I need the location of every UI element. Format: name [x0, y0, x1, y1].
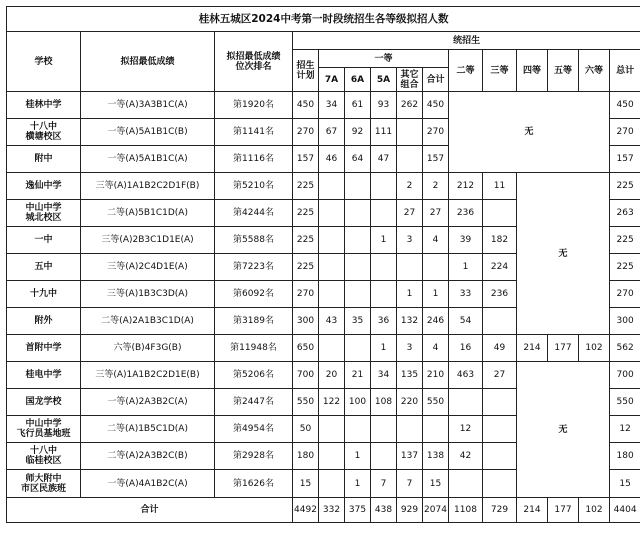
- first-other-cell: 2: [397, 173, 423, 200]
- row-total-cell: 225: [610, 227, 640, 254]
- none-block-1: 无: [449, 92, 610, 173]
- school-name-line: 一中: [34, 235, 53, 245]
- third-cell: 27: [483, 362, 517, 389]
- school-name-line: 十九中: [29, 289, 57, 299]
- third-cell: 224: [483, 254, 517, 281]
- third-cell: 11: [483, 173, 517, 200]
- min-grade-cell: 一等(A)5A1B1C(A): [81, 146, 215, 173]
- plan-cell: 225: [293, 254, 319, 281]
- school-name-line: 五中: [34, 262, 53, 272]
- first-5a-cell: 93: [371, 92, 397, 119]
- plan-cell: 650: [293, 335, 319, 362]
- second-cell: 1: [449, 254, 483, 281]
- first-7a-cell: [319, 227, 345, 254]
- first-5a-cell: 111: [371, 119, 397, 146]
- school-name-line: 中山中学: [25, 419, 62, 429]
- header-first: 一等: [319, 50, 449, 68]
- school-name: [7, 470, 81, 498]
- header-rank-line1: 拟招最低成绩: [226, 51, 281, 62]
- min-grade-cell: 二等(A)2A1B3C1D(A): [81, 308, 215, 335]
- min-grade-cell: 三等(A)2C4D1E(A): [81, 254, 215, 281]
- first-other-cell: 27: [397, 200, 423, 227]
- first-7a-cell: [319, 254, 345, 281]
- totals-a7-cell: 332: [319, 498, 345, 523]
- school-name: [7, 119, 81, 146]
- totals-sub-cell: 2074: [423, 498, 449, 523]
- totals-total-cell: 4404: [610, 498, 640, 523]
- second-cell: [449, 470, 483, 498]
- min-grade-cell: 二等(A)1B5C1D(A): [81, 416, 215, 443]
- school-name: [7, 281, 81, 308]
- plan-cell: 50: [293, 416, 319, 443]
- header-rank-line2: 位次排名: [235, 61, 272, 72]
- first-other-cell: 132: [397, 308, 423, 335]
- school-name-line: 飞行员基地班: [16, 429, 71, 439]
- first-5a-cell: [371, 200, 397, 227]
- school-name-line: 附外: [34, 316, 53, 326]
- school-name-line: 桂林中学: [25, 100, 62, 110]
- row-total-cell: 263: [610, 200, 640, 227]
- first-6a-cell: [345, 173, 371, 200]
- row-total-cell: 15: [610, 470, 640, 498]
- first-7a-cell: [319, 200, 345, 227]
- header-min-grade: 拟招最低成绩: [81, 32, 215, 92]
- totals-a6-cell: 375: [345, 498, 371, 523]
- school-name-line: 十八中: [29, 122, 57, 132]
- min-grade-cell: 三等(A)1A1B2C2D1F(B): [81, 173, 215, 200]
- totals-label: 合计: [7, 498, 293, 523]
- row-total-cell: 180: [610, 443, 640, 470]
- rank-cell: 第1920名: [215, 92, 293, 119]
- school-name-line: 市区民族班: [20, 483, 66, 494]
- min-grade-cell: 一等(A)3A3B1C(A): [81, 92, 215, 119]
- header-other: [397, 68, 423, 92]
- none-block-3: 无: [517, 362, 610, 498]
- totals-fourth-cell: 214: [517, 498, 548, 523]
- second-cell: 12: [449, 416, 483, 443]
- first-7a-cell: 34: [319, 92, 345, 119]
- second-cell: 39: [449, 227, 483, 254]
- first-other-cell: [397, 146, 423, 173]
- table-title: 桂林五城区2024中考第一时段统招生各等级拟招人数: [7, 7, 640, 32]
- header-second: 二等: [449, 50, 483, 92]
- row-total-cell: 450: [610, 92, 640, 119]
- rank-cell: 第1141名: [215, 119, 293, 146]
- first-7a-cell: [319, 335, 345, 362]
- third-cell: [483, 443, 517, 470]
- plan-cell: 157: [293, 146, 319, 173]
- plan-cell: 270: [293, 281, 319, 308]
- header-5a: 5A: [371, 68, 397, 92]
- plan-cell: 180: [293, 443, 319, 470]
- rank-cell: 第5206名: [215, 362, 293, 389]
- third-cell: 182: [483, 227, 517, 254]
- second-cell: 33: [449, 281, 483, 308]
- first-subtotal-cell: [423, 416, 449, 443]
- min-grade-cell: 二等(A)5B1C1D(A): [81, 200, 215, 227]
- min-grade-cell: 一等(A)4A1B2C(A): [81, 470, 215, 498]
- school-name-line: 中山中学: [25, 203, 62, 213]
- first-5a-cell: 36: [371, 308, 397, 335]
- first-subtotal-cell: 270: [423, 119, 449, 146]
- first-subtotal-cell: 157: [423, 146, 449, 173]
- row-total-cell: 300: [610, 308, 640, 335]
- totals-second-cell: 1108: [449, 498, 483, 523]
- rank-cell: 第7223名: [215, 254, 293, 281]
- third-cell: [483, 470, 517, 498]
- first-subtotal-cell: 138: [423, 443, 449, 470]
- first-subtotal-cell: 27: [423, 200, 449, 227]
- first-7a-cell: 46: [319, 146, 345, 173]
- header-total: 总计: [610, 50, 640, 92]
- first-7a-cell: [319, 416, 345, 443]
- first-7a-cell: 67: [319, 119, 345, 146]
- first-7a-cell: 43: [319, 308, 345, 335]
- first-6a-cell: 64: [345, 146, 371, 173]
- header-rank: [215, 32, 293, 92]
- rank-cell: 第5210名: [215, 173, 293, 200]
- first-5a-cell: 47: [371, 146, 397, 173]
- plan-cell: 225: [293, 227, 319, 254]
- school-name-line: 临桂校区: [25, 456, 62, 466]
- school-name: [7, 173, 81, 200]
- second-cell: 42: [449, 443, 483, 470]
- sixth-cell: 102: [579, 335, 610, 362]
- school-name-line: 横塘校区: [25, 132, 62, 142]
- plan-cell: 550: [293, 389, 319, 416]
- header-fourth: 四等: [517, 50, 548, 92]
- school-name: [7, 200, 81, 227]
- first-other-cell: 262: [397, 92, 423, 119]
- first-6a-cell: 1: [345, 443, 371, 470]
- first-6a-cell: [345, 227, 371, 254]
- rank-cell: 第3189名: [215, 308, 293, 335]
- row-total-cell: 12: [610, 416, 640, 443]
- first-other-cell: 135: [397, 362, 423, 389]
- min-grade-cell: 一等(A)5A1B1C(B): [81, 119, 215, 146]
- min-grade-cell: 三等(A)1B3C3D(A): [81, 281, 215, 308]
- school-name: [7, 227, 81, 254]
- header-6a: 6A: [345, 68, 371, 92]
- school-name: [7, 335, 81, 362]
- school-name-line: 城北校区: [25, 213, 62, 223]
- first-other-cell: [397, 416, 423, 443]
- header-unified: 统招生: [293, 32, 640, 50]
- school-name: [7, 389, 81, 416]
- totals-row: [7, 498, 640, 523]
- first-7a-cell: [319, 470, 345, 498]
- totals-third-cell: 729: [483, 498, 517, 523]
- fourth-cell: 214: [517, 335, 548, 362]
- row-total-cell: 225: [610, 173, 640, 200]
- second-cell: 54: [449, 308, 483, 335]
- first-5a-cell: [371, 281, 397, 308]
- first-7a-cell: [319, 443, 345, 470]
- first-6a-cell: [345, 335, 371, 362]
- totals-plan-cell: 4492: [293, 498, 319, 523]
- school-name: [7, 146, 81, 173]
- first-subtotal-cell: 4: [423, 227, 449, 254]
- min-grade-cell: 六等(B)4F3G(B): [81, 335, 215, 362]
- third-cell: 236: [483, 281, 517, 308]
- second-cell: 236: [449, 200, 483, 227]
- header-sixth: 六等: [579, 50, 610, 92]
- rank-cell: 第2928名: [215, 443, 293, 470]
- school-name-line: 逸仙中学: [25, 181, 62, 191]
- first-subtotal-cell: [423, 254, 449, 281]
- header-plan-line2: 计划: [296, 70, 315, 81]
- first-subtotal-cell: 450: [423, 92, 449, 119]
- school-name-line: 十八中: [29, 446, 57, 456]
- header-fifth: 五等: [548, 50, 579, 92]
- school-name: [7, 308, 81, 335]
- school-name: [7, 254, 81, 281]
- school-name-line: 首附中学: [25, 343, 62, 353]
- rank-cell: 第2447名: [215, 389, 293, 416]
- first-6a-cell: [345, 281, 371, 308]
- header-school: 学校: [7, 32, 81, 92]
- school-name-line: 国龙学校: [25, 397, 62, 407]
- second-cell: [449, 389, 483, 416]
- header-plan: [293, 50, 319, 92]
- row-total-cell: 270: [610, 281, 640, 308]
- first-5a-cell: 7: [371, 470, 397, 498]
- min-grade-cell: 三等(A)1A1B2C2D1E(B): [81, 362, 215, 389]
- first-other-cell: 137: [397, 443, 423, 470]
- totals-other-cell: 929: [397, 498, 423, 523]
- school-name: [7, 443, 81, 470]
- plan-cell: 15: [293, 470, 319, 498]
- totals-a5-cell: 438: [371, 498, 397, 523]
- rank-cell: 第5588名: [215, 227, 293, 254]
- min-grade-cell: 三等(A)2B3C1D1E(A): [81, 227, 215, 254]
- header-other-line2: 组合: [400, 79, 419, 90]
- first-6a-cell: 1: [345, 470, 371, 498]
- first-subtotal-cell: 1: [423, 281, 449, 308]
- first-other-cell: [397, 119, 423, 146]
- first-other-cell: 7: [397, 470, 423, 498]
- plan-cell: 225: [293, 200, 319, 227]
- header-plan-line1: 招生: [296, 60, 315, 71]
- table-row: [7, 173, 640, 200]
- table-row: [7, 362, 640, 389]
- first-subtotal-cell: 210: [423, 362, 449, 389]
- min-grade-cell: 二等(A)2A3B2C(B): [81, 443, 215, 470]
- third-cell: [483, 200, 517, 227]
- first-6a-cell: [345, 200, 371, 227]
- first-subtotal-cell: 15: [423, 470, 449, 498]
- row-total-cell: 157: [610, 146, 640, 173]
- first-5a-cell: [371, 443, 397, 470]
- first-other-cell: 1: [397, 281, 423, 308]
- admission-table: [6, 6, 640, 523]
- third-cell: 49: [483, 335, 517, 362]
- school-name-line: 师大附中: [25, 473, 62, 484]
- first-5a-cell: [371, 173, 397, 200]
- row-total-cell: 562: [610, 335, 640, 362]
- none-block-2: 无: [517, 173, 610, 335]
- third-cell: [483, 308, 517, 335]
- plan-cell: 450: [293, 92, 319, 119]
- first-subtotal-cell: 2: [423, 173, 449, 200]
- second-cell: 16: [449, 335, 483, 362]
- first-7a-cell: 20: [319, 362, 345, 389]
- school-name-line: 桂电中学: [25, 370, 62, 380]
- min-grade-cell: 一等(A)2A3B2C(A): [81, 389, 215, 416]
- third-cell: [483, 416, 517, 443]
- school-name: [7, 416, 81, 443]
- first-6a-cell: 92: [345, 119, 371, 146]
- first-5a-cell: 34: [371, 362, 397, 389]
- first-other-cell: 3: [397, 227, 423, 254]
- first-7a-cell: [319, 281, 345, 308]
- second-cell: 212: [449, 173, 483, 200]
- row-total-cell: 550: [610, 389, 640, 416]
- rank-cell: 第1116名: [215, 146, 293, 173]
- first-7a-cell: [319, 173, 345, 200]
- first-6a-cell: [345, 416, 371, 443]
- row-total-cell: 700: [610, 362, 640, 389]
- first-other-cell: 3: [397, 335, 423, 362]
- plan-cell: 300: [293, 308, 319, 335]
- table-row: [7, 335, 640, 362]
- school-name: [7, 92, 81, 119]
- first-6a-cell: [345, 254, 371, 281]
- first-5a-cell: [371, 254, 397, 281]
- first-subtotal-cell: 246: [423, 308, 449, 335]
- first-other-cell: [397, 254, 423, 281]
- totals-fifth-cell: 177: [548, 498, 579, 523]
- first-6a-cell: 21: [345, 362, 371, 389]
- plan-cell: 270: [293, 119, 319, 146]
- first-5a-cell: 1: [371, 335, 397, 362]
- first-subtotal-cell: 550: [423, 389, 449, 416]
- rank-cell: 第4954名: [215, 416, 293, 443]
- row-total-cell: 225: [610, 254, 640, 281]
- rank-cell: 第1626名: [215, 470, 293, 498]
- fifth-cell: 177: [548, 335, 579, 362]
- school-name-line: 附中: [34, 154, 53, 164]
- row-total-cell: 270: [610, 119, 640, 146]
- table-row: [7, 92, 640, 119]
- plan-cell: 700: [293, 362, 319, 389]
- first-5a-cell: 108: [371, 389, 397, 416]
- header-7a: 7A: [319, 68, 345, 92]
- first-subtotal-cell: 4: [423, 335, 449, 362]
- header-other-line1: 其它: [400, 69, 419, 80]
- first-5a-cell: [371, 416, 397, 443]
- header-third: 三等: [483, 50, 517, 92]
- rank-cell: 第11948名: [215, 335, 293, 362]
- table-body: [7, 7, 640, 523]
- first-6a-cell: 100: [345, 389, 371, 416]
- first-5a-cell: 1: [371, 227, 397, 254]
- plan-cell: 225: [293, 173, 319, 200]
- school-name: [7, 362, 81, 389]
- first-7a-cell: 122: [319, 389, 345, 416]
- header-subtotal: 合计: [423, 68, 449, 92]
- second-cell: 463: [449, 362, 483, 389]
- totals-sixth-cell: 102: [579, 498, 610, 523]
- first-other-cell: 220: [397, 389, 423, 416]
- first-6a-cell: 35: [345, 308, 371, 335]
- rank-cell: 第4244名: [215, 200, 293, 227]
- first-6a-cell: 61: [345, 92, 371, 119]
- third-cell: [483, 389, 517, 416]
- rank-cell: 第6092名: [215, 281, 293, 308]
